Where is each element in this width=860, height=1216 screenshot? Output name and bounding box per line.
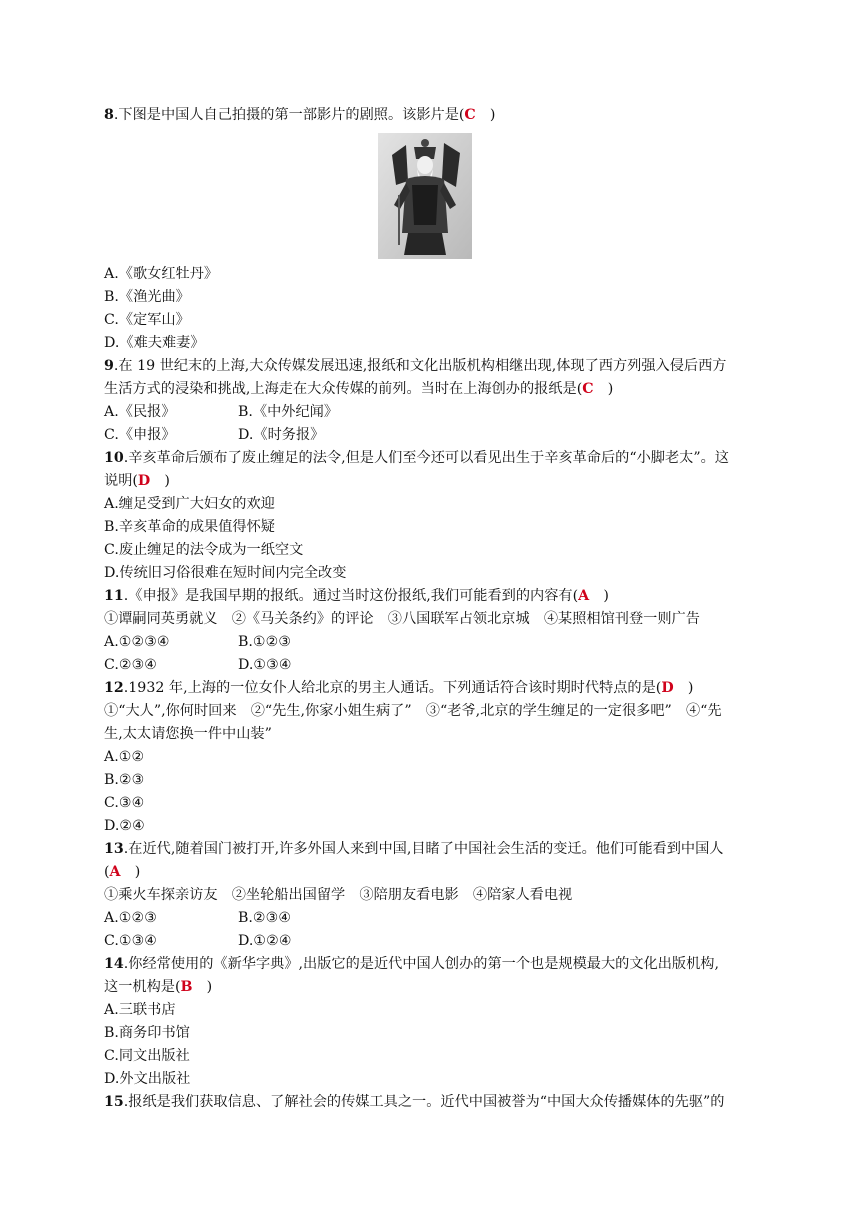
statement-items: ①“大人”,你何时回来 ②“先生,你家小姐生病了” ③“老爷,北京的学生缠足的一定很多吧” ④“先: [104, 703, 722, 719]
question-stem: .辛亥革命后颁布了废止缠足的法令,但是人们至今还可以看见出生于辛亥革命后的“小脚老太”。这: [123, 450, 729, 466]
answer-mark: D: [661, 680, 674, 696]
question-stem-cont: 说明(: [104, 473, 138, 489]
option: C.③④: [104, 795, 145, 811]
question-13: 13.在近代,随着国门被打开,许多外国人来到中国,目睹了中国社会生活的变迁。他们可能看到中国人 (A ) ①乘火车探亲访友 ②坐轮船出国留学 ③陪朋友看电影 ④陪家人看电视 A.①②③ B.②③④ C.①③④ D.①②④: [104, 838, 758, 953]
statement-items-cont: 生,太太请您换一件中山装”: [104, 726, 272, 742]
option: D.②④: [104, 818, 145, 834]
option: C.①③④: [104, 933, 158, 949]
question-8: 8.下图是中国人自己拍摄的第一部影片的剧照。该影片是(C ) A.《歌女红牡丹》 B.《渔光曲》 C.《定军山》 D.《难夫难妻》: [104, 104, 758, 355]
option: C.废止缠足的法令成为一纸空文: [104, 542, 304, 558]
question-number: 14: [104, 956, 124, 972]
option: D.外文出版社: [104, 1071, 191, 1087]
option: B.②③: [104, 772, 145, 788]
question-stem: .1932 年,上海的一位女仆人给北京的男主人通话。下列通话符合该时期时代特点的是(: [123, 680, 662, 696]
question-15: [104, 1091, 758, 1114]
option: A.《歌女红牡丹》: [104, 266, 219, 282]
question-number: 15: [104, 1094, 124, 1110]
option: D.①③④: [238, 657, 292, 673]
option: A.《民报》: [104, 404, 176, 420]
option: B.《中外纪闻》: [238, 404, 339, 420]
option: C.《申报》: [104, 427, 176, 443]
question-number: 8: [104, 107, 114, 123]
option: B.①②③: [238, 634, 292, 650]
option: B.②③④: [238, 910, 292, 926]
answer-mark: A: [109, 864, 121, 880]
question-stem: .《申报》是我国早期的报纸。通过当时这份报纸,我们可能看到的内容有(: [123, 588, 579, 604]
question-stem-cont: 生活方式的浸染和挑战,上海走在大众传媒的前列。当时在上海创办的报纸是(: [104, 381, 583, 397]
option: C.《定军山》: [104, 312, 190, 328]
question-10: 10.辛亥革命后颁布了废止缠足的法令,但是人们至今还可以看见出生于辛亥革命后的“小脚老太”。这 说明(D ) A.缠足受到广大妇女的欢迎 B.辛亥革命的成果值得怀疑 C.废止缠足的法令成为一纸空文 D.传统旧习俗很难在短时间内完全改变: [104, 447, 758, 585]
answer-mark: A: [578, 588, 590, 604]
statement-items: ①乘火车探亲访友 ②坐轮船出国留学 ③陪朋友看电影 ④陪家人看电视: [104, 887, 573, 903]
question-number: 13: [104, 841, 124, 857]
option: C.同文出版社: [104, 1048, 190, 1064]
option: D.传统旧习俗很难在短时间内完全改变: [104, 565, 347, 581]
option: D.《难夫难妻》: [104, 335, 205, 351]
answer-mark: B: [180, 979, 193, 995]
question-number: 11: [104, 588, 124, 604]
option: A.①②③④: [104, 634, 170, 650]
question-number: 12: [104, 680, 124, 696]
answer-mark: C: [582, 381, 594, 397]
option: B.辛亥革命的成果值得怀疑: [104, 519, 275, 535]
exam-page: [104, 104, 758, 1114]
question-stem: .你经常使用的《新华字典》,出版它的是近代中国人创办的第一个也是规模最大的文化出版机构,: [123, 956, 719, 972]
question-stem-cont: 这一机构是(: [104, 979, 181, 995]
option: C.②③④: [104, 657, 158, 673]
question-number: 10: [104, 450, 124, 466]
question-stem: .下图是中国人自己拍摄的第一部影片的剧照。该影片是(: [113, 107, 465, 123]
option: A.缠足受到广大妇女的欢迎: [104, 496, 275, 512]
answer-mark: D: [137, 473, 151, 489]
statement-items: ①谭嗣同英勇就义 ②《马关条约》的评论 ③八国联军占领北京城 ④某照相馆刊登一则广告: [104, 611, 700, 627]
film-still-image: [378, 133, 472, 259]
option: D.《时务报》: [238, 427, 325, 443]
question-9: 9.在 19 世纪末的上海,大众传媒发展迅速,报纸和文化出版机构相继出现,体现了西方列强入侵后西方 生活方式的浸染和挑战,上海走在大众传媒的前列。当时在上海创办的报纸是(C ) A.《民报》 B.《中外纪闻》 C.《申报》 D.《时务报》: [104, 355, 758, 447]
option: A.①②: [104, 749, 145, 765]
question-stem: .在 19 世纪末的上海,大众传媒发展迅速,报纸和文化出版机构相继出现,体现了西方列强入侵后西方: [113, 358, 727, 374]
answer-mark: C: [464, 107, 476, 123]
question-14: 14.你经常使用的《新华字典》,出版它的是近代中国人创办的第一个也是规模最大的文化出版机构, 这一机构是(B ) A.三联书店 B.商务印书馆 C.同文出版社 D.外文出版社: [104, 953, 758, 1091]
question-number: 9: [104, 358, 114, 374]
option: B.《渔光曲》: [104, 289, 190, 305]
option: A.三联书店: [104, 1002, 176, 1018]
option: A.①②③: [104, 910, 157, 926]
opera-figure-icon: [378, 133, 472, 259]
question-11: 11.《申报》是我国早期的报纸。通过当时这份报纸,我们可能看到的内容有(A ) ①谭嗣同英勇就义 ②《马关条约》的评论 ③八国联军占领北京城 ④某照相馆刊登一则广告 A.①②③④ B.①②③ C.②③④ D.①③④: [104, 585, 758, 677]
question-stem: .在近代,随着国门被打开,许多外国人来到中国,目睹了中国社会生活的变迁。他们可能看到中国人: [123, 841, 724, 857]
question-stem: .报纸是我们获取信息、了解社会的传媒工具之一。近代中国被誉为“中国大众传播媒体的先驱”的: [123, 1094, 725, 1110]
option: D.①②④: [238, 933, 292, 949]
question-12: 12.1932 年,上海的一位女仆人给北京的男主人通话。下列通话符合该时期时代特点的是(D ) ①“大人”,你何时回来 ②“先生,你家小姐生病了” ③“老爷,北京的学生缠足的一定很多吧” ④“先 生,太太请您换一件中山装” A.①② B.②③ C.③④ D.②④: [104, 677, 758, 838]
option: B.商务印书馆: [104, 1025, 190, 1041]
